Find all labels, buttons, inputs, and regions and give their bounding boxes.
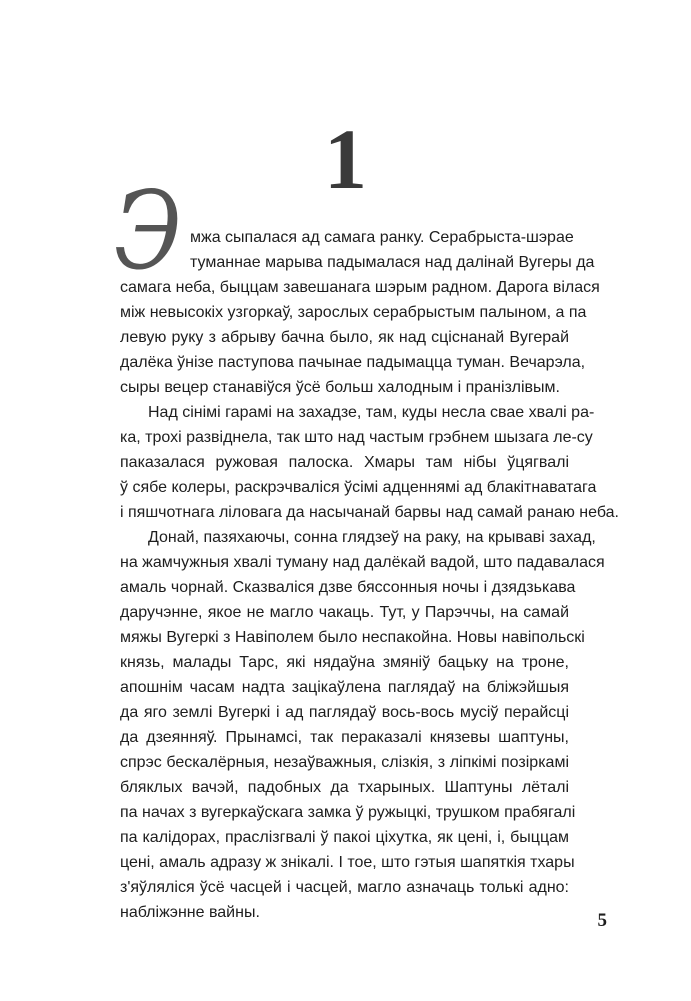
text-line: мжа сыпалася ад самага ранку. Серабрыста-шэрае <box>190 229 574 246</box>
text-line: да дзеянняў. Прынамсі, так пераказалі князевы шаптуны, <box>120 729 569 746</box>
text-line: мяжы Вугеркі з Навіполем было неспакойна. Новы навіпольскі <box>120 629 585 646</box>
text-line: самага неба, быццам завешанага шэрым радном. Дарога вілася <box>120 279 600 296</box>
text-line: цені, амаль адразу ж знікалі. І тое, што гэтыя шапяткія тхары <box>120 854 575 871</box>
text-line: з'яўляліся ўсё часцей і часцей, магло азначаць толькі адно: <box>120 879 569 896</box>
drop-cap-letter: Э <box>114 169 182 294</box>
text-line: паказалася ружовая палоска. Хмары там нібы ўцягвалі <box>120 454 569 471</box>
text-line: князь, малады Тарс, які нядаўна змяніў бацьку на троне, <box>120 654 569 671</box>
text-line: на жамчужныя хвалі туману над далёкай вадой, што падавалася <box>120 554 605 571</box>
text-line: Донай, пазяхаючы, сонна глядзеў на раку, на крываві захад, <box>148 529 596 546</box>
text-line: па калідорах, праслізгвалі ў пакоі ціхутка, як цені, і, быццам <box>120 829 569 846</box>
chapter-text <box>120 225 619 925</box>
text-line: сыры вецер станавіўся ўсё больш халодным і пранізлівым. <box>120 379 560 396</box>
text-line: туманнае марыва падымалася над далінай Вугеры да <box>190 254 595 271</box>
text-line: і пяшчотнага ліловага да насычанай барвы над самай ранаю неба. <box>120 504 619 521</box>
text-line: амаль чорнай. Сказваліся дзве бяссонныя ночы і дзядзькава <box>120 579 576 596</box>
text-line: левую руку з абрыву бачна было, як над сціснанай Вугерай <box>120 329 569 346</box>
chapter-number: 1 <box>324 111 367 207</box>
text-line: ў сябе колеры, раскрэчваліся ўсімі адценнямі ад блакітнаватага <box>120 479 597 496</box>
text-line: ка, трохі развіднела, так што над частым грэбнем шызага ле-су <box>120 429 593 446</box>
text-line: між невысокіх узгоркаў, зарослых серабрыстым палыном, а па <box>120 304 587 321</box>
text-line: да яго землі Вугеркі і ад паглядаў вось-вось мусіў перайсці <box>120 704 569 721</box>
text-line: спрэс бескалёрныя, незаўважныя, слізкія, з ліпкімі позіркамі <box>120 754 569 771</box>
text-line: па начах з вугеркаўскага замка ў ружыцкі, трушком прабягалі <box>120 804 576 821</box>
text-line: далёка ўнізе паступова пачынае падымацца туман. Вечарэла, <box>120 354 586 371</box>
text-line: бляклых вачэй, падобных да тхарыных. Шаптуны лёталі <box>120 779 569 796</box>
text-line: даручэнне, якое не магло чакаць. Тут, у Парэччы, на самай <box>120 604 569 621</box>
text-line: апошнім часам надта зацікаўлена паглядаў на бліжэйшыя <box>120 679 569 696</box>
text-line: Над сінімі гарамі на захадзе, там, куды несла свае хвалі ра- <box>148 404 595 421</box>
text-line: набліжэнне вайны. <box>120 904 260 921</box>
page-number: 5 <box>597 910 607 931</box>
